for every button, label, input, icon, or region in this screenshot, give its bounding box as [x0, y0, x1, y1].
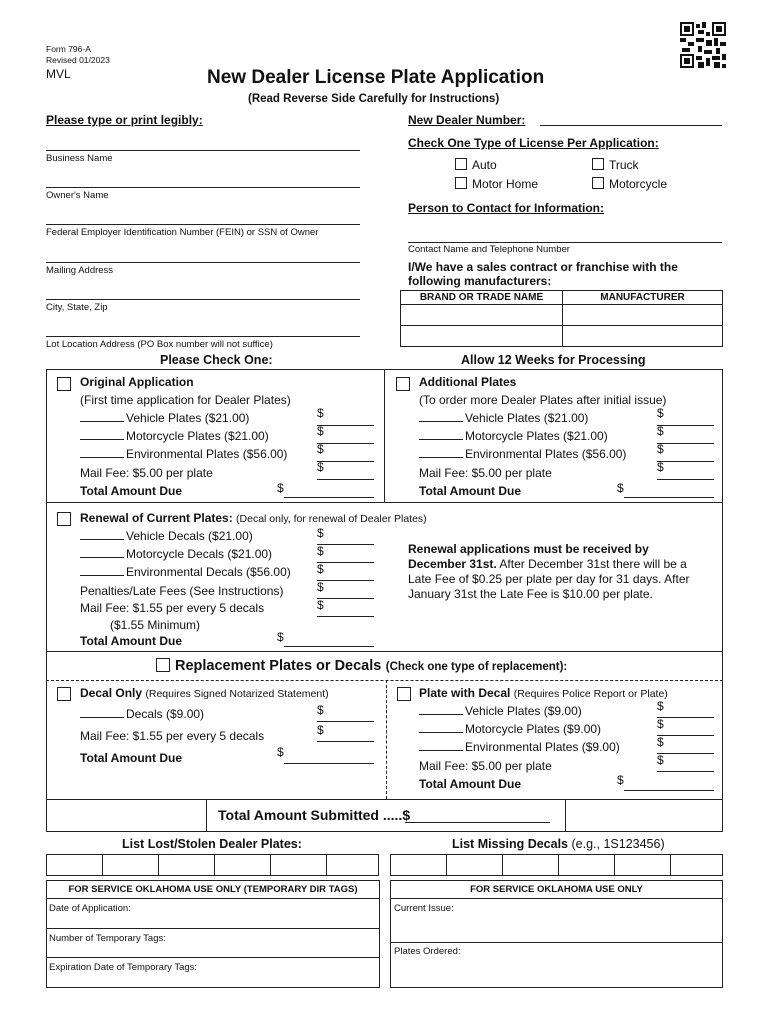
original-vehicle-row: Vehicle Plates ($21.00)	[80, 411, 249, 425]
total-amount-field[interactable]	[284, 485, 374, 498]
replacement-checkbox[interactable]	[156, 658, 170, 672]
contact-sub-label: Contact Name and Telephone Number	[408, 244, 570, 255]
missing-decals-heading: List Missing Decals (e.g., 1S123456)	[452, 837, 665, 851]
motorcycle-label: Motorcycle	[609, 177, 668, 191]
plate-total-label: Total Amount Due	[419, 777, 521, 791]
amount-field[interactable]	[317, 568, 374, 581]
city-state-zip-field[interactable]	[46, 299, 360, 300]
fein-field[interactable]	[46, 224, 360, 225]
dollar-sign: $	[277, 630, 284, 644]
dollar-sign: $	[657, 406, 664, 420]
total-amount-field[interactable]	[624, 778, 714, 791]
decal-total-label: Total Amount Due	[80, 751, 182, 765]
decal-only-title: Decal Only (Requires Signed Notarized Statement)	[80, 686, 329, 700]
manufacturer-cell[interactable]	[562, 325, 723, 347]
missing-decal-cell[interactable]	[446, 854, 503, 876]
section-divider	[46, 898, 380, 899]
motor-home-label: Motor Home	[472, 177, 539, 191]
date-of-application-label: Date of Application:	[49, 903, 131, 914]
dealer-number-field[interactable]	[540, 125, 722, 126]
renewal-checkbox[interactable]	[57, 512, 71, 526]
qty-field[interactable]	[80, 429, 124, 440]
section-divider	[386, 680, 387, 799]
additional-vehicle-row: Vehicle Plates ($21.00)	[419, 411, 588, 425]
section-divider	[46, 928, 380, 929]
missing-decal-cell[interactable]	[502, 854, 559, 876]
dollar-sign: $	[317, 544, 324, 558]
section-divider	[384, 369, 385, 502]
missing-decal-cell[interactable]	[558, 854, 615, 876]
qty-field[interactable]	[419, 740, 463, 751]
qty-field[interactable]	[419, 429, 463, 440]
additional-mail-fee: Mail Fee: $5.00 per plate	[419, 466, 552, 480]
qty-field[interactable]	[419, 722, 463, 733]
office-left-title: FOR SERVICE OKLAHOMA USE ONLY (TEMPORARY DIR TAGS)	[68, 884, 358, 895]
original-title: Original Application	[80, 375, 194, 389]
temporary-tags-count-label: Number of Temporary Tags:	[49, 933, 166, 944]
section-divider	[390, 942, 723, 943]
original-motorcycle-row: Motorcycle Plates ($21.00)	[80, 429, 269, 443]
qty-field[interactable]	[419, 447, 463, 458]
dollar-sign: $	[657, 442, 664, 456]
plate-mail-fee: Mail Fee: $5.00 per plate	[419, 759, 552, 773]
amount-field[interactable]	[657, 449, 714, 462]
additional-title: Additional Plates	[419, 375, 517, 389]
city-state-zip-label: City, State, Zip	[46, 302, 108, 313]
additional-motorcycle-row: Motorcycle Plates ($21.00)	[419, 429, 608, 443]
amount-field[interactable]	[317, 586, 374, 599]
qty-field[interactable]	[80, 565, 124, 576]
amount-field[interactable]	[657, 723, 714, 736]
dollar-sign: $	[657, 699, 664, 713]
agency-code: MVL	[46, 67, 71, 81]
page-title: New Dealer License Plate Application	[207, 67, 545, 88]
dollar-sign: $	[317, 406, 324, 420]
total-submitted-label: Total Amount Submitted .....$	[218, 807, 411, 823]
page-subtitle: (Read Reverse Side Carefully for Instructions)	[248, 93, 500, 105]
decals-row: Decals ($9.00)	[80, 707, 204, 721]
renewal-total-label: Total Amount Due	[80, 634, 182, 648]
dollar-sign: $	[657, 753, 664, 767]
lost-plate-cell[interactable]	[102, 854, 159, 876]
renewal-mail-min: ($1.55 Minimum)	[110, 618, 201, 632]
plate-decal-title: Plate with Decal (Requires Police Report or Plate)	[419, 686, 668, 700]
brand-header: BRAND OR TRADE NAME	[400, 290, 563, 305]
dollar-sign: $	[317, 442, 324, 456]
original-environmental-row: Environmental Plates ($56.00)	[80, 447, 287, 461]
total-amount-field[interactable]	[284, 634, 374, 647]
lost-plate-cell[interactable]	[270, 854, 327, 876]
truck-label: Truck	[609, 158, 639, 172]
total-submitted-field[interactable]	[405, 810, 550, 823]
mailing-address-label: Mailing Address	[46, 265, 114, 276]
auto-checkbox[interactable]	[455, 158, 467, 170]
qty-field[interactable]	[80, 707, 124, 718]
dollar-sign: $	[317, 703, 324, 717]
amount-field[interactable]	[657, 741, 714, 754]
dollar-sign: $	[317, 598, 324, 612]
lost-plate-cell[interactable]	[46, 854, 103, 876]
amount-field[interactable]	[317, 550, 374, 563]
lot-location-label: Lot Location Address (PO Box number will not suffice)	[46, 339, 273, 350]
qr-code-icon	[680, 22, 726, 68]
replacement-vehicle-row: Vehicle Plates ($9.00)	[419, 704, 582, 718]
amount-field[interactable]	[317, 467, 374, 480]
dollar-sign: $	[657, 735, 664, 749]
print-instruction: Please type or print legibly:	[46, 113, 203, 127]
replacement-title: Replacement Plates or Decals (Check one type of replacement):	[175, 658, 568, 674]
qty-field[interactable]	[80, 529, 124, 540]
mailing-address-field[interactable]	[46, 262, 360, 263]
dollar-sign: $	[617, 773, 624, 787]
qty-field[interactable]	[419, 704, 463, 715]
manufacturer-header: MANUFACTURER	[562, 290, 723, 305]
dollar-sign: $	[317, 723, 324, 737]
dollar-sign: $	[317, 562, 324, 576]
missing-decal-cell[interactable]	[390, 854, 447, 876]
section-divider	[46, 799, 723, 800]
original-sub: (First time application for Dealer Plates)	[80, 393, 291, 407]
additional-sub: (To order more Dealer Plates after initial issue)	[419, 393, 667, 407]
additional-total-label: Total Amount Due	[419, 484, 521, 498]
section-divider	[206, 799, 207, 832]
dollar-sign: $	[317, 424, 324, 438]
amount-field[interactable]	[317, 449, 374, 462]
qty-field[interactable]	[80, 547, 124, 558]
missing-decal-cell[interactable]	[614, 854, 671, 876]
business-name-field[interactable]	[46, 150, 360, 151]
section-divider	[46, 651, 723, 652]
dollar-sign: $	[317, 580, 324, 594]
decal-mail-fee: Mail Fee: $1.55 per every 5 decals	[80, 729, 265, 743]
missing-decal-cell[interactable]	[670, 854, 723, 876]
lost-stolen-heading: List Lost/Stolen Dealer Plates:	[122, 837, 302, 851]
additional-environmental-row: Environmental Plates ($56.00)	[419, 447, 626, 461]
manufacturer-cell[interactable]	[562, 304, 723, 326]
dollar-sign: $	[317, 460, 324, 474]
section-divider	[565, 799, 566, 832]
section-divider	[46, 680, 723, 681]
amount-field[interactable]	[657, 413, 714, 426]
additional-plates-checkbox[interactable]	[396, 377, 410, 391]
renewal-deadline-notice: Renewal applications must be received by December 31st. After December 31st there will be a Late Fee of $0.25 per plate per day for 31 days. After January 31st the Late Fee is $10.00 per plate.	[408, 542, 690, 601]
qty-field[interactable]	[80, 447, 124, 458]
qty-field[interactable]	[419, 411, 463, 422]
form-number: Form 796-A	[46, 44, 91, 54]
lost-plate-cell[interactable]	[158, 854, 215, 876]
qty-field[interactable]	[80, 411, 124, 422]
dollar-sign: $	[277, 481, 284, 495]
total-amount-field[interactable]	[284, 751, 374, 764]
motor-home-checkbox[interactable]	[455, 177, 467, 189]
dealer-number-label: New Dealer Number:	[408, 113, 526, 127]
sales-contract-text: I/We have a sales contract or franchise with the following manufacturers:	[408, 260, 678, 288]
renewal-title: Renewal of Current Plates: (Decal only, for renewal of Dealer Plates)	[80, 511, 427, 525]
plate-with-decal-checkbox[interactable]	[397, 687, 411, 701]
truck-checkbox[interactable]	[592, 158, 604, 170]
replacement-environmental-row: Environmental Plates ($9.00)	[419, 740, 620, 754]
lost-plate-cell[interactable]	[326, 854, 379, 876]
renewal-penalties: Penalties/Late Fees (See Instructions)	[80, 584, 284, 598]
please-check-heading: Please Check One:	[160, 353, 273, 367]
contact-label: Person to Contact for Information:	[408, 201, 604, 215]
original-mail-fee: Mail Fee: $5.00 per plate	[80, 466, 213, 480]
lost-plate-cell[interactable]	[214, 854, 271, 876]
amount-field[interactable]	[317, 532, 374, 545]
fein-label: Federal Employer Identification Number (FEIN) or SSN of Owner	[46, 227, 319, 238]
owner-name-label: Owner's Name	[46, 190, 109, 201]
business-name-label: Business Name	[46, 153, 113, 164]
current-issue-label: Current Issue:	[394, 903, 454, 914]
amount-field[interactable]	[317, 431, 374, 444]
dollar-sign: $	[657, 424, 664, 438]
renewal-motorcycle-row: Motorcycle Decals ($21.00)	[80, 547, 272, 561]
amount-field[interactable]	[657, 705, 714, 718]
amount-field[interactable]	[657, 431, 714, 444]
plates-ordered-label: Plates Ordered:	[394, 946, 461, 957]
original-total-label: Total Amount Due	[80, 484, 182, 498]
office-use-box	[390, 880, 723, 988]
dollar-sign: $	[317, 526, 324, 540]
dollar-sign: $	[277, 745, 284, 759]
office-right-title: FOR SERVICE OKLAHOMA USE ONLY	[470, 884, 643, 895]
renewal-mail-fee: Mail Fee: $1.55 per every 5 decals	[80, 601, 265, 615]
renewal-vehicle-row: Vehicle Decals ($21.00)	[80, 529, 253, 543]
total-amount-field[interactable]	[624, 485, 714, 498]
temporary-tags-expiration-label: Expiration Date of Temporary Tags:	[49, 962, 198, 973]
brand-cell[interactable]	[400, 325, 563, 347]
owner-name-field[interactable]	[46, 187, 360, 188]
license-type-label: Check One Type of License Per Application:	[408, 136, 659, 150]
original-application-checkbox[interactable]	[57, 377, 71, 391]
dollar-sign: $	[657, 717, 664, 731]
processing-notice: Allow 12 Weeks for Processing	[461, 353, 646, 367]
auto-label: Auto	[472, 158, 497, 172]
section-divider	[390, 898, 723, 899]
lot-location-field[interactable]	[46, 336, 360, 337]
decal-only-checkbox[interactable]	[57, 687, 71, 701]
amount-field[interactable]	[657, 467, 714, 480]
dollar-sign: $	[617, 481, 624, 495]
amount-field[interactable]	[657, 759, 714, 772]
replacement-motorcycle-row: Motorcycle Plates ($9.00)	[419, 722, 601, 736]
amount-field[interactable]	[317, 413, 374, 426]
revised-date: Revised 01/2023	[46, 55, 110, 65]
amount-field[interactable]	[317, 729, 374, 742]
amount-field[interactable]	[317, 709, 374, 722]
brand-cell[interactable]	[400, 304, 563, 326]
contact-field[interactable]	[408, 242, 722, 243]
dollar-sign: $	[657, 460, 664, 474]
renewal-environmental-row: Environmental Decals ($56.00)	[80, 565, 291, 579]
amount-field[interactable]	[317, 604, 374, 617]
motorcycle-checkbox[interactable]	[592, 177, 604, 189]
section-divider	[46, 957, 380, 958]
section-divider	[46, 502, 723, 503]
